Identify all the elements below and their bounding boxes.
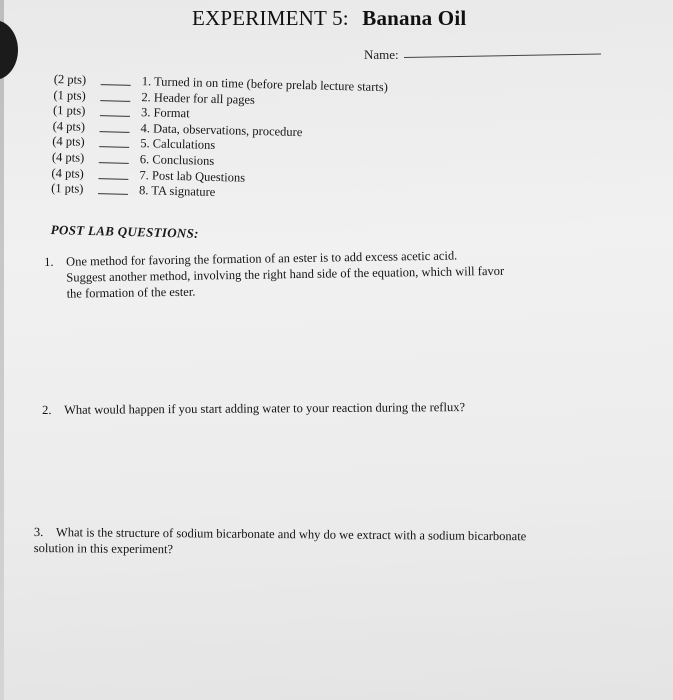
experiment-name: Banana Oil xyxy=(362,6,467,30)
score-blank[interactable] xyxy=(100,131,130,133)
score-blank[interactable] xyxy=(100,115,130,117)
question-2 xyxy=(42,398,602,418)
question-text-line: solution in this experiment? xyxy=(33,540,174,557)
question-text-line: What is the structure of sodium bicarbonate and why do we extract with a sodium bicarbonate xyxy=(55,525,527,544)
name-field-line[interactable] xyxy=(404,54,601,58)
question-1 xyxy=(44,246,585,302)
rubric-item: 6. Conclusions xyxy=(139,152,215,168)
score-blank[interactable] xyxy=(100,100,130,102)
name-label: Name: xyxy=(364,47,399,62)
rubric-item: 3. Format xyxy=(140,105,190,121)
score-blank[interactable] xyxy=(98,178,128,180)
binder-clip-shadow xyxy=(0,20,18,80)
grading-rubric xyxy=(51,72,474,207)
question-number: 1. xyxy=(44,254,54,269)
rubric-item: 8. TA signature xyxy=(138,183,216,200)
rubric-item: 5. Calculations xyxy=(140,136,216,153)
rubric-points: (2 pts) xyxy=(53,72,87,87)
question-text-line: One method for favoring the formation of an ester is to add excess acetic acid. xyxy=(66,248,458,269)
page-title xyxy=(192,6,466,31)
experiment-number: EXPERIMENT 5: xyxy=(192,6,349,30)
rubric-points: (4 pts) xyxy=(51,149,85,165)
rubric-points: (4 pts) xyxy=(52,118,86,134)
question-number: 3. xyxy=(33,524,44,540)
rubric-points: (4 pts) xyxy=(51,165,85,181)
score-blank[interactable] xyxy=(99,147,129,149)
question-text-line: What would happen if you start adding water to your reaction during the reflux? xyxy=(64,400,466,417)
question-number: 2. xyxy=(42,402,52,417)
score-blank[interactable] xyxy=(101,84,131,86)
score-blank[interactable] xyxy=(98,193,128,195)
question-3 xyxy=(34,524,634,561)
rubric-points: (1 pts) xyxy=(52,103,86,118)
question-text-line: the formation of the ester. xyxy=(66,284,196,301)
rubric-points: (1 pts) xyxy=(50,181,84,196)
page-edge-shadow xyxy=(0,0,4,700)
rubric-points: (4 pts) xyxy=(52,134,85,150)
rubric-item: 7. Post lab Questions xyxy=(139,167,246,185)
rubric-item: 2. Header for all pages xyxy=(141,89,256,107)
post-lab-heading: POST LAB QUESTIONS: xyxy=(50,222,199,241)
rubric-points: (1 pts) xyxy=(53,87,86,103)
score-blank[interactable] xyxy=(99,162,129,164)
question-text-line: Suggest another method, involving the right hand side of the equation, which will favor xyxy=(66,263,505,285)
rubric-item: 4. Data, observations, procedure xyxy=(140,120,303,139)
rubric-item: 1. Turned in on time (before prelab lecture starts) xyxy=(141,74,389,95)
